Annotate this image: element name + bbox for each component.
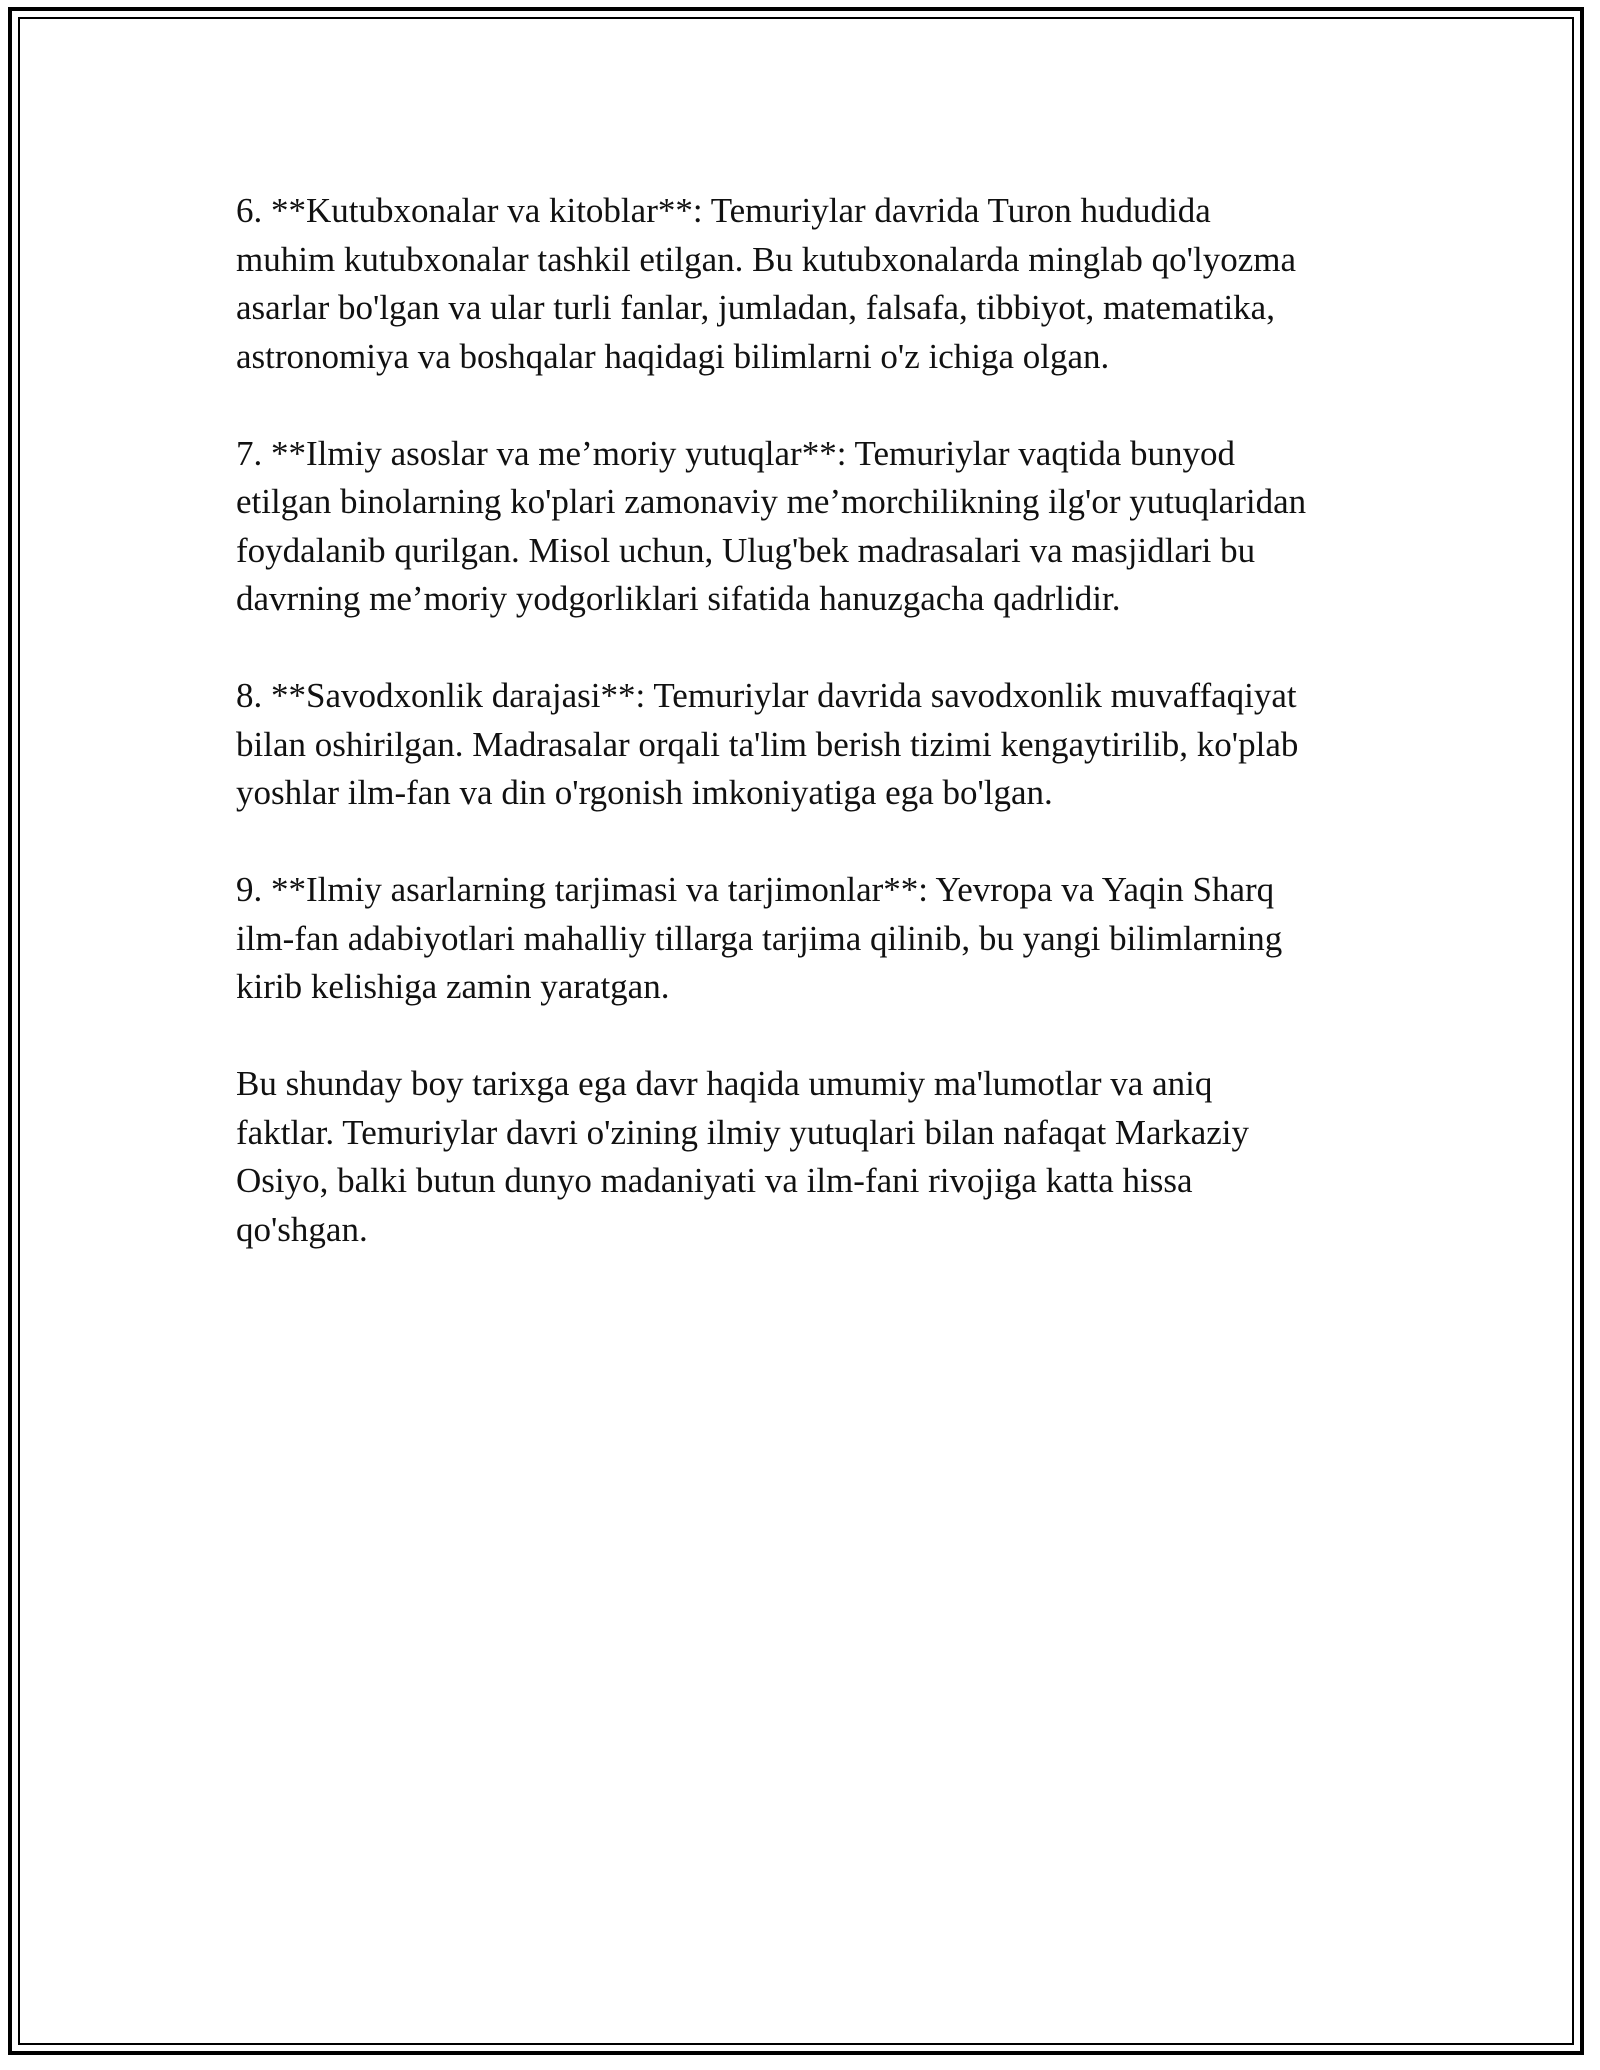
text-line: kirib kelishiga zamin yaratgan. [236,967,670,1006]
text-line: 8. **Savodxonlik darajasi**: Temuriylar davrida savodxonlik muvaffaqiyat [236,676,1297,715]
text-line: etilgan binolarning ko'plari zamonaviy me’morchilikning ilg'or yutuqlaridan [236,482,1307,521]
document-body [236,187,1376,1303]
text-line: bilan oshirilgan. Madrasalar orqali ta'lim berish tizimi kengaytirilib, ko'plab [236,724,1299,764]
text-line: 9. **Ilmiy asarlarning tarjimasi va tarjimonlar**: Yevropa va Yaqin Sharq [236,870,1275,909]
paragraph-item-7 [236,430,1376,624]
text-line: foydalanib qurilgan. Misol uchun, Ulug'bek madrasalari va masjidlari bu [236,530,1256,570]
text-line: Osiyo, balki butun dunyo madaniyati va ilm-fani rivojiga katta hissa [236,1161,1193,1200]
text-line: asarlar bo'lgan va ular turli fanlar, jumladan, falsafa, tibbiyot, matematika, [236,288,1275,327]
text-line: ilm-fan adabiyotlari mahalliy tillarga tarjima qilinib, bu yangi bilimlarning [236,918,1283,958]
text-line: Bu shunday boy tarixga ega davr haqida umumiy ma'lumotlar va aniq [236,1064,1213,1103]
paragraph-item-9 [236,866,1376,1012]
text-line: qo'shgan. [236,1209,368,1249]
text-line: astronomiya va boshqalar haqidagi bilimlarni o'z ichiga olgan. [236,336,1110,376]
paragraph-item-8 [236,672,1376,818]
text-line: muhim kutubxonalar tashkil etilgan. Bu kutubxonalarda minglab qo'lyozma [236,239,1296,279]
text-line: yoshlar ilm-fan va din o'rgonish imkoniyatiga ega bo'lgan. [236,773,1053,812]
text-line: davrning me’moriy yodgorliklari sifatida hanuzgacha qadrlidir. [236,579,1121,618]
paragraph-item-6 [236,187,1376,381]
text-line: 6. **Kutubxonalar va kitoblar**: Temuriylar davrida Turon hududida [236,191,1211,230]
text-line: 7. **Ilmiy asoslar va me’moriy yutuqlar**: Temuriylar vaqtida bunyod [236,433,1236,473]
text-line: faktlar. Temuriylar davri o'zining ilmiy yutuqlari bilan nafaqat Markaziy [236,1112,1250,1152]
paragraph-conclusion [236,1060,1376,1254]
